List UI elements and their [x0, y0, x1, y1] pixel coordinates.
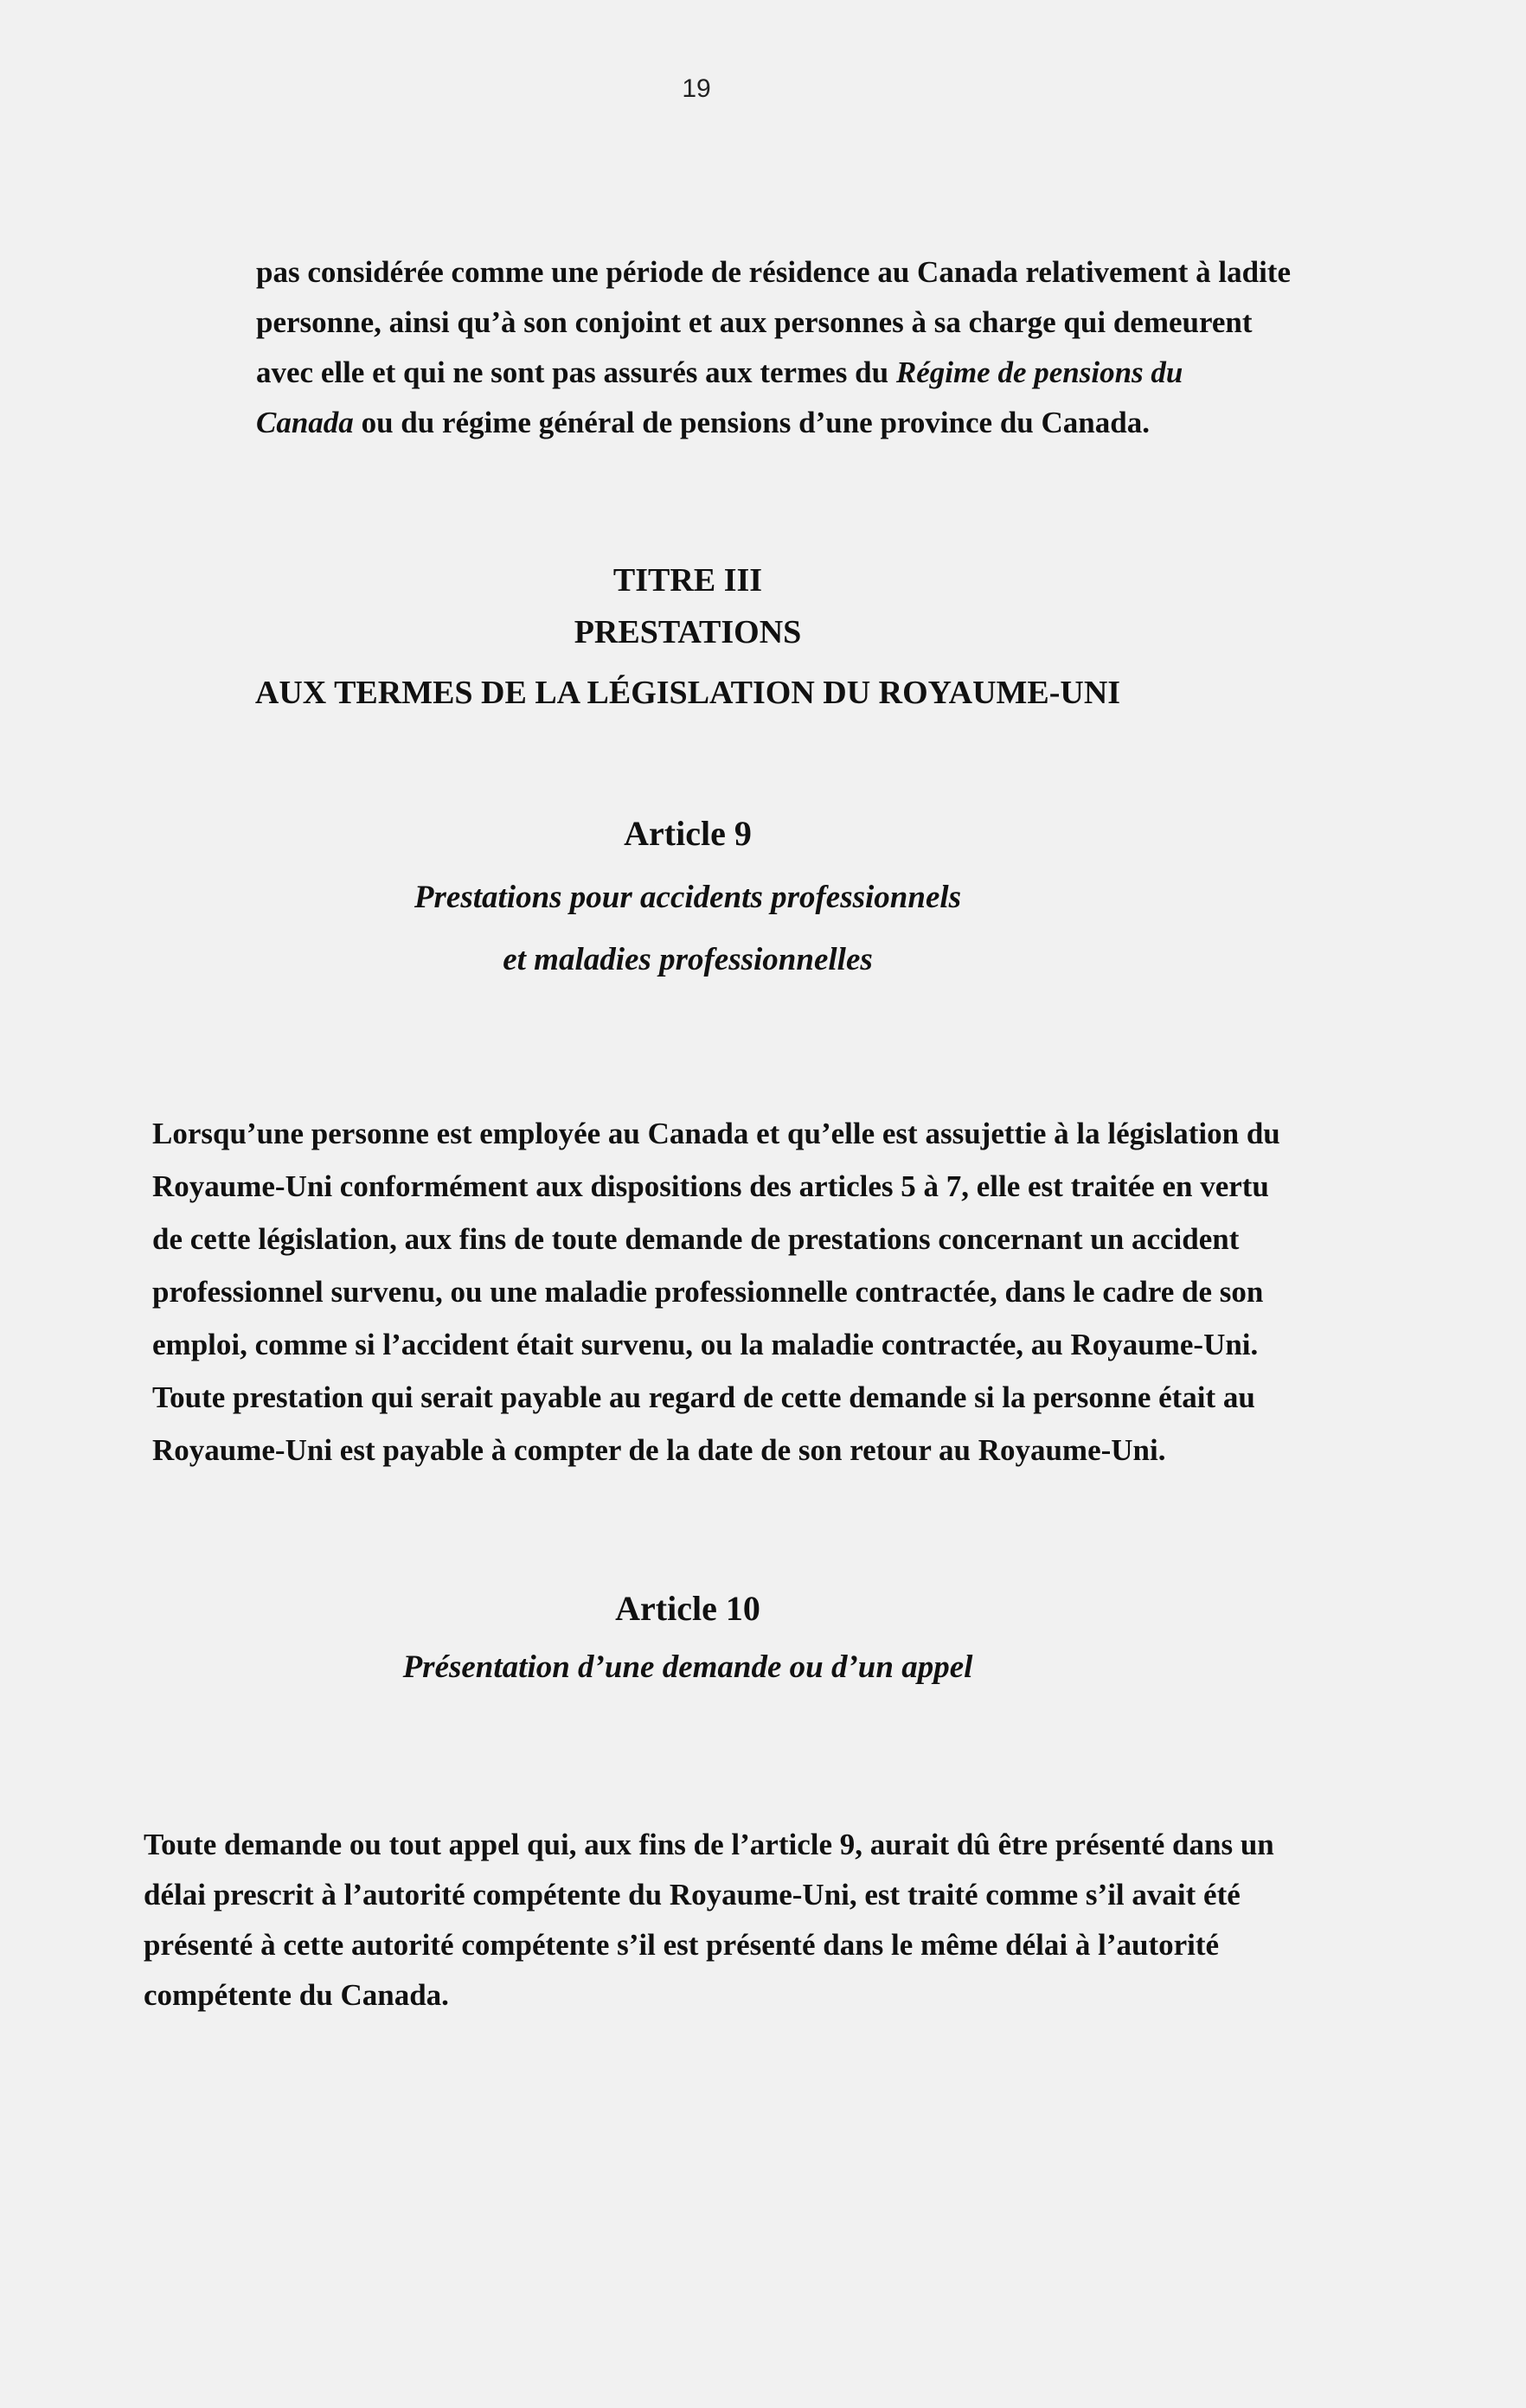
- paragraph-line: pas considérée comme une période de résidence au Canada relativement à ladite: [256, 255, 1291, 289]
- body-line: professionnel survenu, ou une maladie professionnelle contractée, dans le cadre de son: [152, 1275, 1264, 1309]
- body-line: Toute demande ou tout appel qui, aux fins de l’article 9, aurait dû être présenté dans un: [144, 1828, 1274, 1861]
- body-line: présenté à cette autorité compétente s’il est présenté dans le même délai à l’autorité: [144, 1928, 1220, 1962]
- article-9-subtitle-2: et maladies professionnelles: [503, 942, 873, 977]
- body-line: délai prescrit à l’autorité compétente du Royaume-Uni, est traité comme s’il avait été: [144, 1878, 1241, 1912]
- italic-term: Canada: [256, 406, 354, 439]
- paragraph-line: avec elle et qui ne sont pas assurés aux termes du Régime de pensions du: [256, 355, 1183, 389]
- body-line: de cette législation, aux fins de toute demande de prestations concernant un accident: [152, 1222, 1240, 1256]
- title-line: TITRE III: [612, 562, 763, 599]
- title-block: [0, 554, 1375, 719]
- paragraph-line: personne, ainsi qu’à son conjoint et aux personnes à sa charge qui demeurent: [256, 305, 1253, 339]
- body-line: compétente du Canada.: [144, 1978, 449, 2012]
- body-line: Lorsqu’une personne est employée au Canada et qu’elle est assujettie à la législation du: [152, 1117, 1280, 1150]
- italic-term: Régime de pensions du: [895, 355, 1183, 389]
- page-number: 19: [682, 74, 711, 103]
- body-line: Toute prestation qui serait payable au regard de cette demande si la personne était au: [152, 1380, 1255, 1414]
- article-9-heading: Article 9: [624, 814, 752, 853]
- body-line: Royaume-Uni est payable à compter de la date de son retour au Royaume-Uni.: [152, 1433, 1166, 1467]
- paragraph-line: Canada ou du régime général de pensions d’une province du Canada.: [256, 406, 1150, 439]
- title-line: PRESTATIONS: [574, 614, 802, 650]
- paragraph-residence: [256, 247, 1291, 448]
- article-10-subtitle: Présentation d’une demande ou d’un appel: [402, 1649, 973, 1685]
- article-10-heading: Article 10: [615, 1589, 760, 1628]
- article-9-subtitle-1: Prestations pour accidents professionnels: [414, 880, 962, 915]
- body-line: Royaume-Uni conformément aux dispositions des articles 5 à 7, elle est traitée en vertu: [152, 1169, 1269, 1203]
- article-10-body: [144, 1820, 1274, 2021]
- body-line: emploi, comme si l’accident était survenu, ou la maladie contractée, au Royaume-Uni.: [152, 1328, 1259, 1361]
- article-9-body: [152, 1107, 1280, 1476]
- title-line: AUX TERMES DE LA LÉGISLATION DU ROYAUME-UNI: [254, 675, 1121, 711]
